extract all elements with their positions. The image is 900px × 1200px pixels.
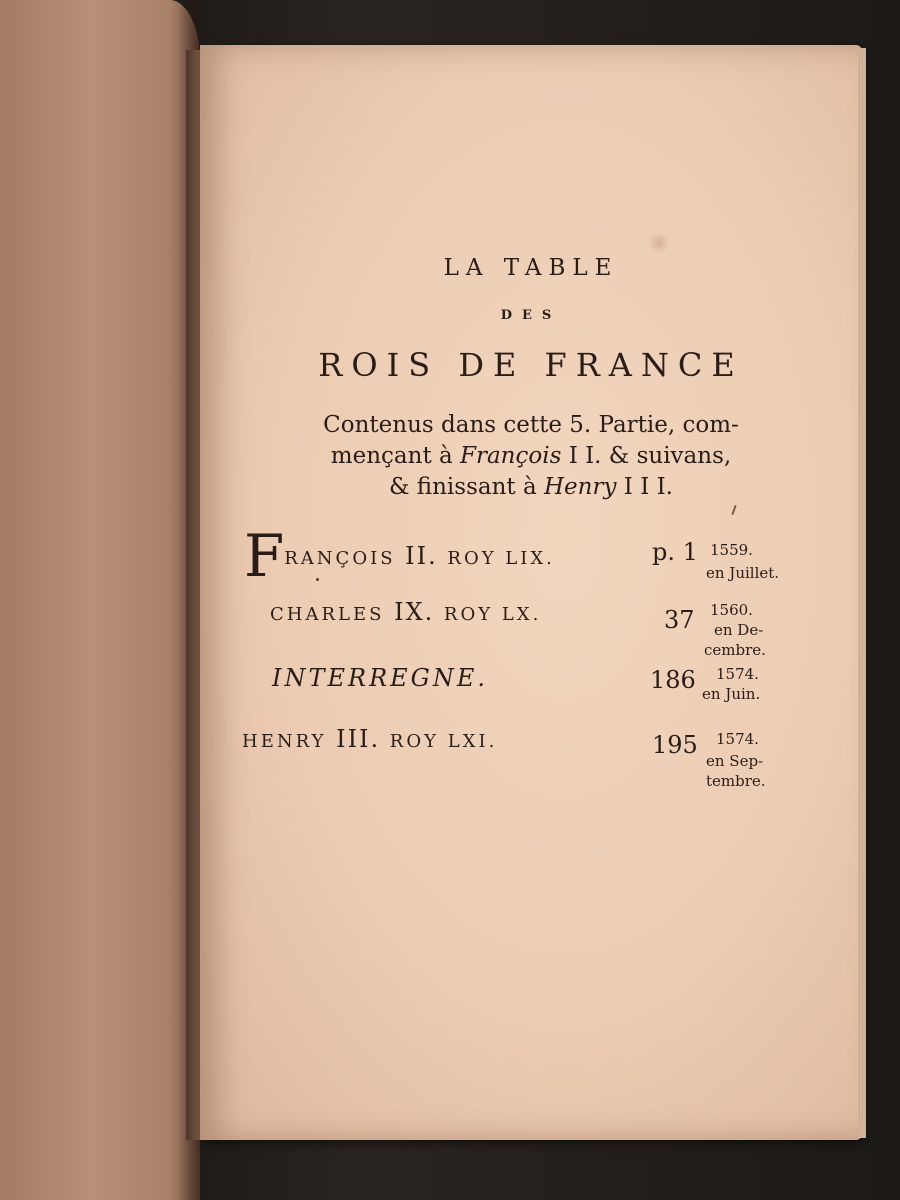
subtitle-line-2-italic: François <box>460 443 562 469</box>
entry-name <box>270 598 541 626</box>
subtitle <box>200 410 862 503</box>
entry-name-smallcaps: HENRY <box>242 731 327 752</box>
entry-note-line-2: cembre. <box>704 641 766 659</box>
entry-note-line-1: en Sep- <box>706 752 764 770</box>
subtitle-line-3-suffix: I I I. <box>616 474 673 500</box>
entry-roy: ROY LX. <box>443 604 542 625</box>
entry-page: 195 <box>652 731 698 759</box>
subtitle-line-3-italic: Henry <box>544 474 617 500</box>
drop-cap: F <box>244 522 285 590</box>
subtitle-line-2 <box>200 441 862 472</box>
subtitle-line-2-prefix: mençant à <box>330 443 461 469</box>
entry-name-numeral: III. <box>326 725 390 753</box>
entry-name-numeral: II. <box>395 542 448 570</box>
entry-year: 1574. <box>716 730 759 748</box>
entry-note <box>704 620 766 660</box>
entry-name-smallcaps: CHARLES <box>270 604 385 625</box>
entry-name: INTERREGNE. <box>272 664 488 692</box>
entry-note-line-1: en Juillet. <box>706 564 780 582</box>
subtitle-line-3 <box>200 472 862 503</box>
entry-note <box>706 563 779 583</box>
entry-page: 37 <box>664 606 695 634</box>
entry-name <box>242 725 497 753</box>
foxing-spot <box>648 232 670 254</box>
subtitle-line-3-prefix: & finissant à <box>388 474 544 500</box>
subtitle-line-1: Contenus dans cette 5. Partie, com- <box>323 412 739 438</box>
entry-name-smallcaps: RANÇOIS <box>284 548 396 569</box>
heading-des: DES <box>500 308 562 323</box>
entry-note <box>706 751 766 791</box>
entry-name-numeral: IX. <box>384 598 444 626</box>
entry-page: 186 <box>650 666 696 694</box>
entry-page: p. 1 <box>652 538 698 566</box>
heading-la-table: LA TABLE <box>443 255 619 281</box>
entry-note-line-2: tembre. <box>706 772 766 790</box>
entry-name <box>244 522 555 590</box>
entry-note <box>702 684 760 704</box>
entry-year: 1559. <box>710 541 753 559</box>
subtitle-line-2-suffix: I I. & suivans, <box>561 443 732 469</box>
entry-year: 1574. <box>716 665 759 683</box>
entry-henry-iii <box>0 725 900 805</box>
entry-note-line-1: en De- <box>714 621 764 639</box>
entry-roy: ROY LIX. <box>447 548 555 569</box>
entry-roy: ROY LXI. <box>389 731 498 752</box>
entry-note-line-1: en Juin. <box>702 685 761 703</box>
entry-year: 1560. <box>710 601 753 619</box>
heading-rois-de-france: ROIS DE FRANCE <box>318 346 744 384</box>
